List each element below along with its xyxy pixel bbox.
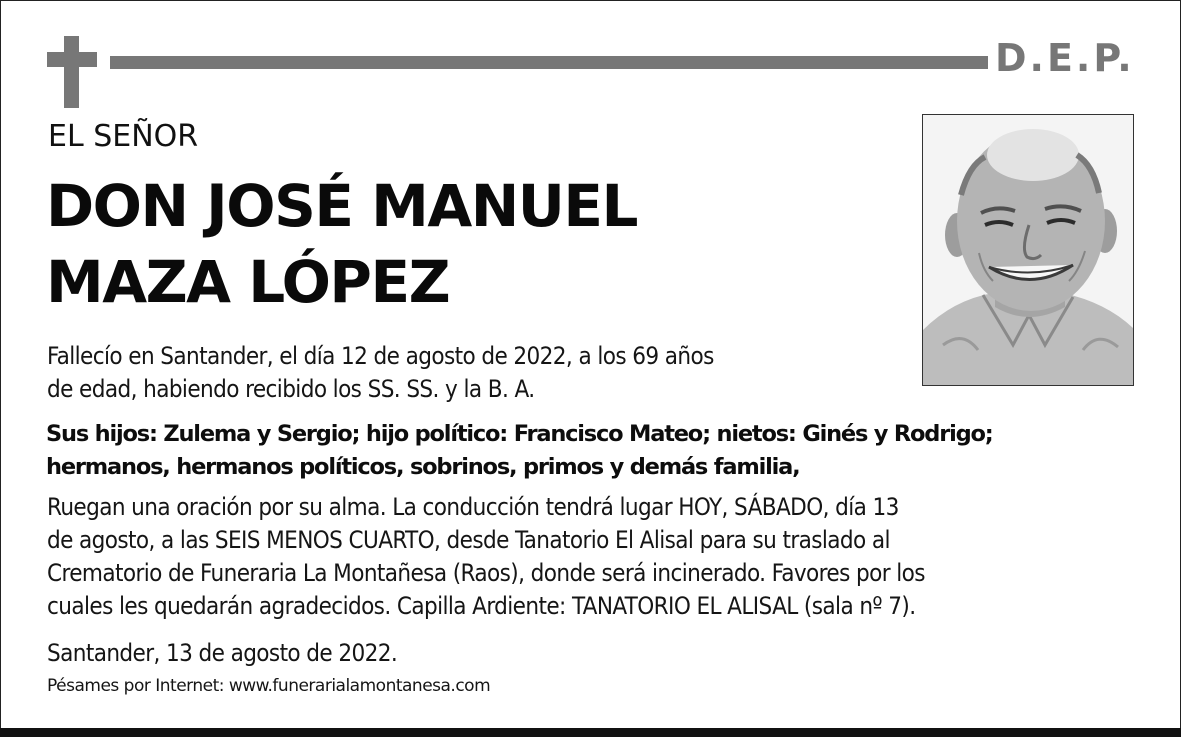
header-rule	[110, 56, 988, 69]
condolences-link[interactable]: Pésames por Internet: www.funerarialamontanesa.com	[47, 676, 491, 696]
name-line-2: MAZA LÓPEZ	[46, 248, 450, 316]
family-line-2: hermanos, hermanos políticos, sobrinos, primos y demás familia,	[46, 454, 800, 480]
place-date: Santander, 13 de agosto de 2022.	[47, 639, 398, 667]
title-prefix: EL SEÑOR	[48, 119, 199, 154]
dep-heading: D.E.P.	[995, 36, 1135, 80]
cross-icon	[64, 36, 79, 108]
ceremony-text	[47, 491, 925, 623]
family-text	[46, 418, 993, 484]
ceremony-line-3: Crematorio de Funeraria La Montañesa (Raos), donde será incinerado. Favores por los	[47, 559, 925, 587]
cross-icon-bar	[47, 52, 97, 67]
deceased-name	[46, 168, 637, 320]
death-notice-text	[47, 340, 714, 406]
portrait-photo	[922, 114, 1134, 386]
death-notice-line-2: de edad, habiendo recibido los SS. SS. y la B. A.	[47, 375, 535, 403]
bottom-border	[0, 728, 1181, 737]
portrait-icon	[923, 115, 1134, 386]
ceremony-line-1: Ruegan una oración por su alma. La conducción tendrá lugar HOY, SÁBADO, día 13	[47, 493, 899, 521]
ceremony-line-4: cuales les quedarán agradecidos. Capilla Ardiente: TANATORIO EL ALISAL (sala nº 7).	[47, 592, 916, 620]
death-notice-line-1: Fallecío en Santander, el día 12 de agosto de 2022, a los 69 años	[47, 342, 714, 370]
ceremony-line-2: de agosto, a las SEIS MENOS CUARTO, desde Tanatorio El Alisal para su traslado al	[47, 526, 890, 554]
family-line-1: Sus hijos: Zulema y Sergio; hijo político: Francisco Mateo; nietos: Ginés y Rodrigo;	[46, 421, 993, 447]
name-line-1: DON JOSÉ MANUEL	[46, 172, 637, 240]
